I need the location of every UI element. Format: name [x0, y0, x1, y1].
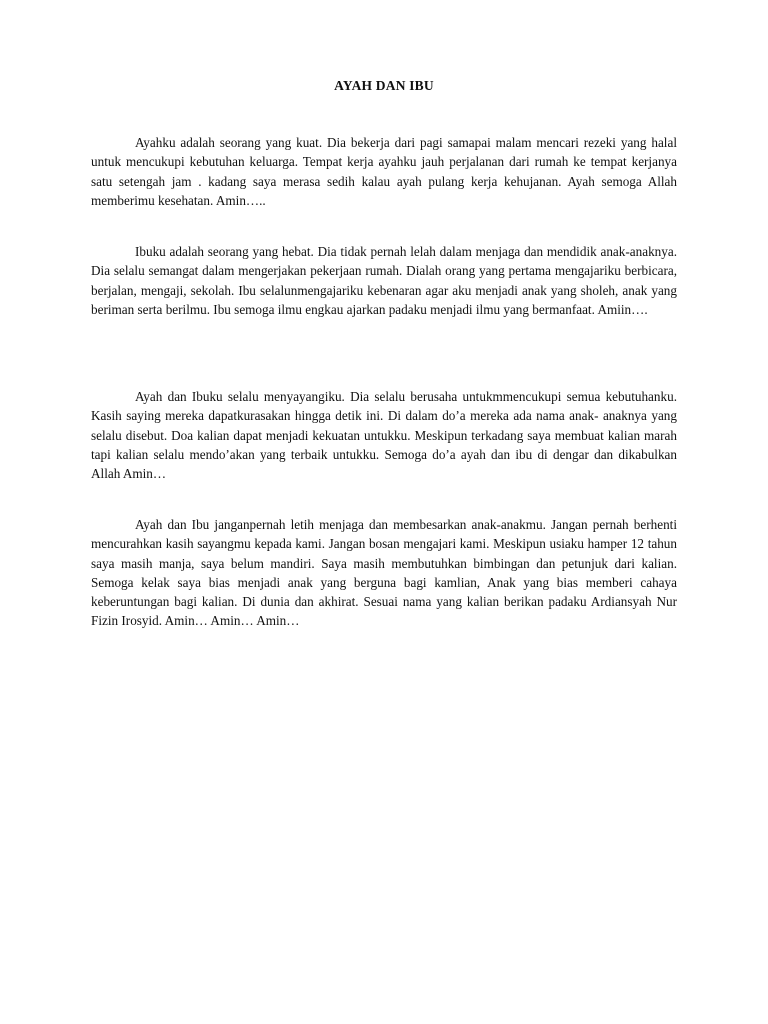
paragraph-harapan	[91, 515, 677, 631]
paragraph-text: Ayah dan Ibu janganpernah letih menjaga dan membesarkan anak-anakmu. Jangan pernah berhenti mencurahkan kasih sayangmu kepada kami. Jangan bosan mengajari kami. Meskipun usiaku hamper 12 tahun saya masih manja, saya belum mandiri. Saya masih membutuhkan bimbingan dan petunjuk dari kalian. Semoga kelak saya bias menjadi anak yang berguna bagi kamlian, Anak yang bias memberi cahaya keberuntungan bagi kalian. Di dunia dan akhirat. Sesuai nama yang kalian berikan padaku Ardiansyah Nur Fizin Irosyid. Amin… Amin… Amin…	[91, 517, 677, 629]
paragraph-text: Ibuku adalah seorang yang hebat. Dia tidak pernah lelah dalam menjaga dan mendidik anak-anaknya. Dia selalu semangat dalam mengerjakan pekerjaan rumah. Dialah orang yang pertama mengajariku berbicara, berjalan, mengaji, sekolah. Ibu selalunmengajariku kebenaran agar aku menjadi anak yang sholeh, anak yang beriman serta berilmu. Ibu semoga ilmu engkau ajarkan padaku menjadi ilmu yang bermanfaat. Amiin….	[91, 244, 677, 317]
paragraph-text: Ayah dan Ibuku selalu menyayangiku. Dia selalu berusaha untukmmencukupi semua kebutuhanku. Kasih saying mereka dapatkurasakan hingga detik ini. Di dalam do’a mereka ada nama anak- anaknya yang selalu disebut. Doa kalian dapat menjadi kekuatan untukku. Meskipun terkadang saya membuat kalian marah tapi kalian selalu mendo’akan yang terbaik untukku. Semoga do’a ayah dan ibu di dengar dan dikabulkan Allah Amin…	[91, 389, 677, 482]
paragraph-text: Ayahku adalah seorang yang kuat. Dia bekerja dari pagi samapai malam mencari rezeki yang halal untuk mencukupi kebutuhan keluarga. Tempat kerja ayahku jauh perjalanan dari rumah ke tempat kerjanya satu setengah jam . kadang saya merasa sedih kalau ayah pulang kerja kehujanan. Ayah semoga Allah memberimu kesehatan. Amin…..	[91, 135, 677, 208]
paragraph-ibu	[91, 242, 677, 319]
paragraph-ayah	[91, 133, 677, 210]
paragraph-ayah-dan-ibu	[91, 387, 677, 483]
document-title: AYAH DAN IBU	[334, 78, 434, 93]
